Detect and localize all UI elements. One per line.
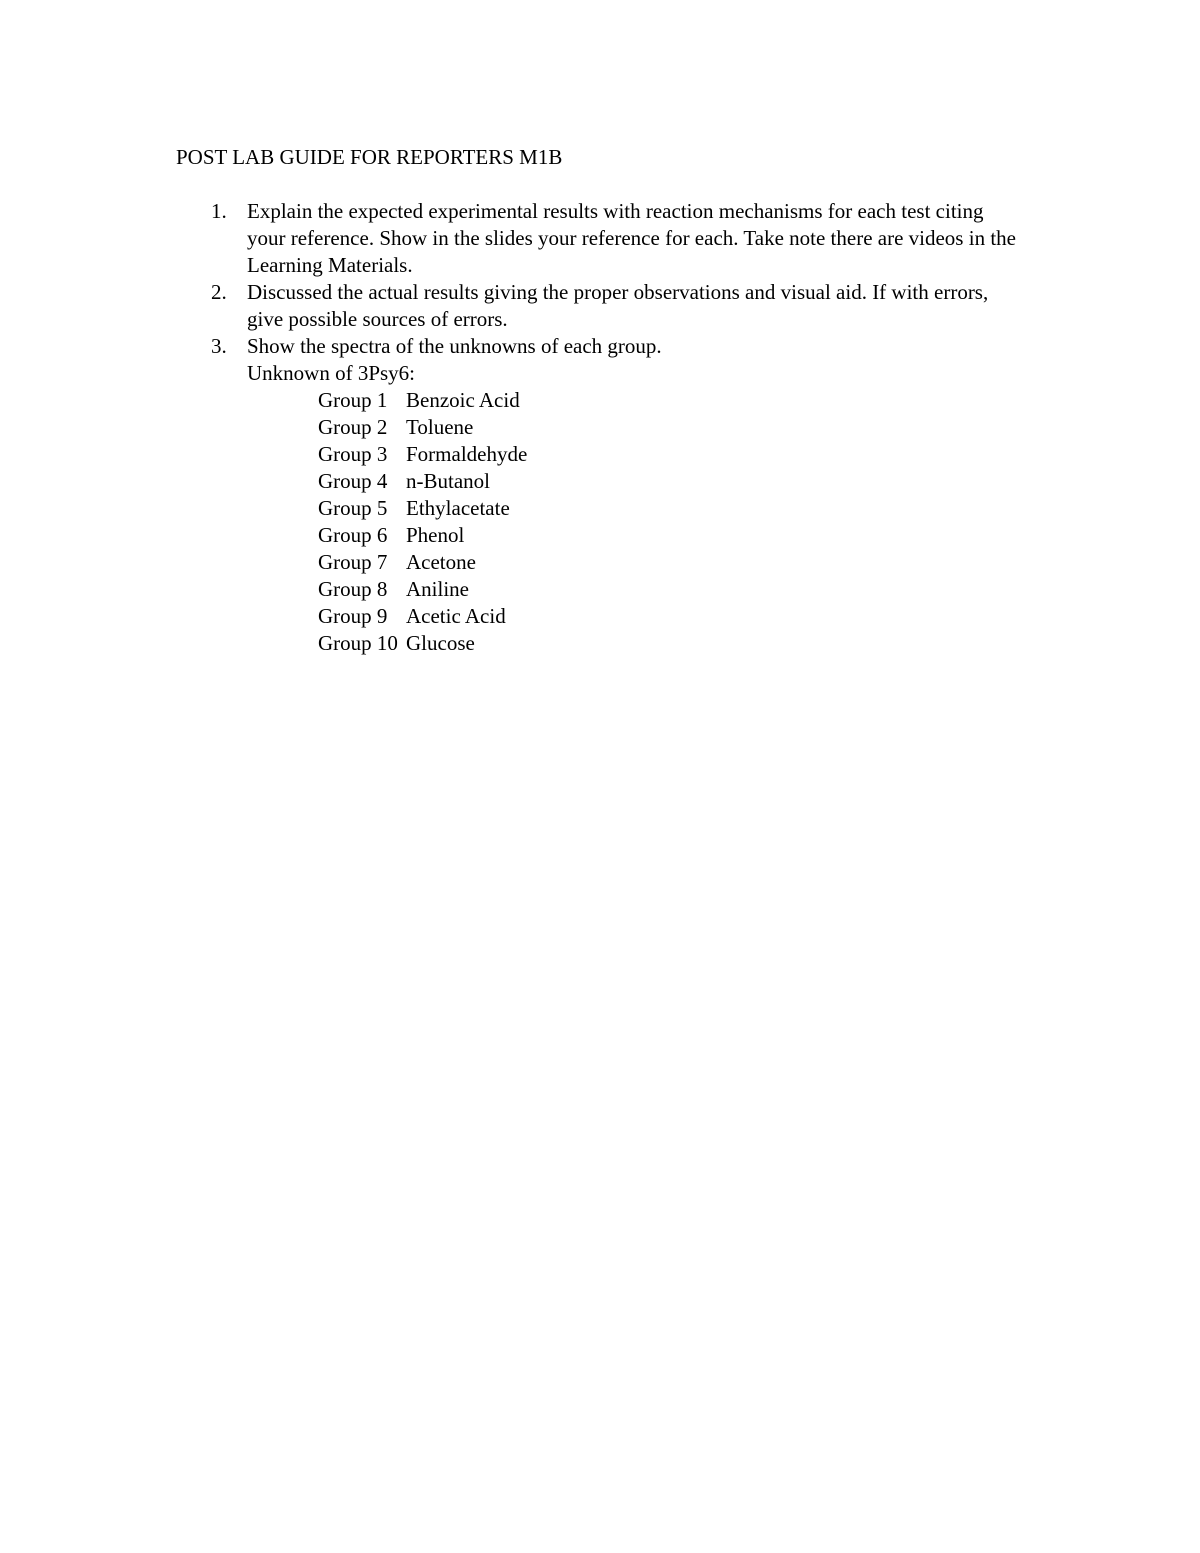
- item-number: 2.: [211, 280, 227, 304]
- compound-name: n-Butanol: [406, 469, 490, 493]
- group-label: Group 2: [318, 415, 388, 439]
- compound-name: Formaldehyde: [406, 442, 528, 466]
- unknowns-label: Unknown of 3Psy6:: [247, 361, 416, 385]
- compound-name: Benzoic Acid: [406, 388, 520, 412]
- group-label: Group 7: [318, 550, 388, 574]
- item-number: 1.: [211, 199, 227, 223]
- list-item: [318, 630, 1036, 657]
- compound-name: Aniline: [406, 577, 469, 601]
- instruction-item-2: [176, 279, 1036, 333]
- group-label: Group 4: [318, 469, 388, 493]
- list-item: [318, 414, 1036, 441]
- compound-name: Acetone: [406, 550, 476, 574]
- item-text: Show the spectra of the unknowns of each group.: [247, 334, 662, 358]
- group-label: Group 10: [318, 631, 398, 655]
- group-label: Group 3: [318, 442, 388, 466]
- document-title: POST LAB GUIDE FOR REPORTERS M1B: [176, 145, 563, 169]
- list-item: [318, 603, 1036, 630]
- group-label: Group 8: [318, 577, 388, 601]
- group-label: Group 6: [318, 523, 388, 547]
- unknowns-list: [318, 387, 1036, 657]
- compound-name: Glucose: [406, 631, 475, 655]
- instruction-item-1: [176, 198, 1036, 279]
- list-item: [318, 549, 1036, 576]
- group-label: Group 5: [318, 496, 388, 520]
- compound-name: Ethylacetate: [406, 496, 510, 520]
- instruction-item-3: [176, 333, 1036, 657]
- list-item: [318, 441, 1036, 468]
- list-item: [318, 387, 1036, 414]
- group-label: Group 9: [318, 604, 388, 628]
- item-text: Explain the expected experimental results with reaction mechanisms for each test citing your reference. Show in the slides your reference for each. Take note there are videos in the Learning Materials.: [247, 199, 1016, 277]
- list-item: [318, 468, 1036, 495]
- item-number: 3.: [211, 334, 227, 358]
- item-text: Discussed the actual results giving the proper observations and visual aid. If with errors, give possible sources of errors.: [247, 280, 989, 331]
- compound-name: Toluene: [406, 415, 474, 439]
- list-item: [318, 522, 1036, 549]
- group-label: Group 1: [318, 388, 388, 412]
- compound-name: Acetic Acid: [406, 604, 506, 628]
- instruction-list: [176, 198, 1036, 657]
- list-item: [318, 576, 1036, 603]
- list-item: [318, 495, 1036, 522]
- compound-name: Phenol: [406, 523, 465, 547]
